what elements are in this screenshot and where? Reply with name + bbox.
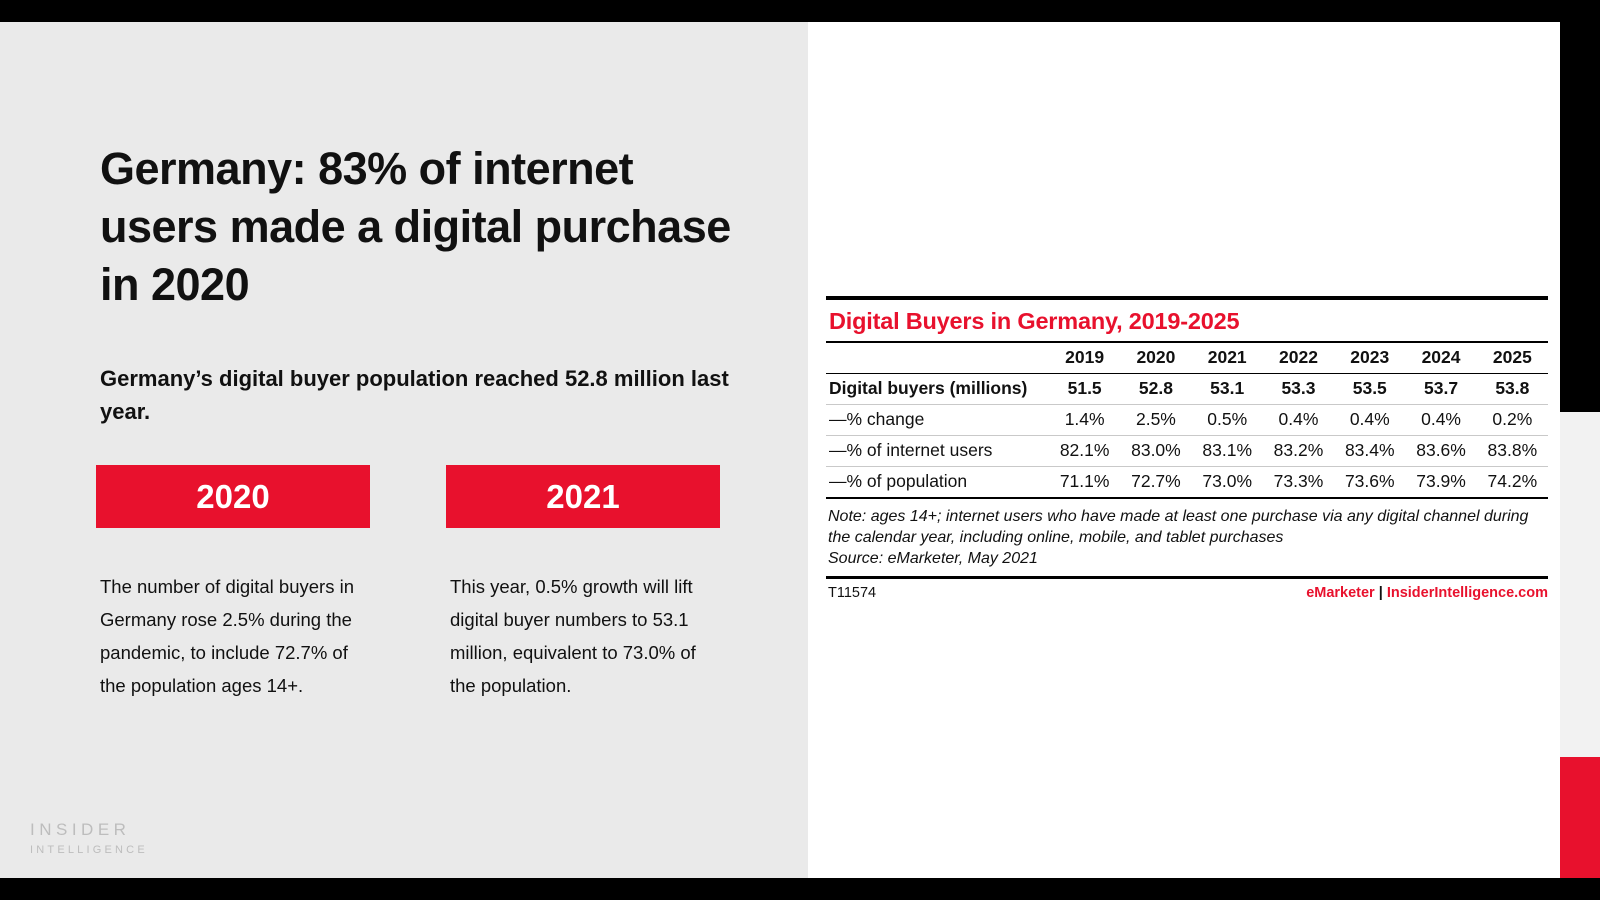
cell-pct-internet-users-2019: 82.1% (1049, 436, 1120, 467)
chart-card (826, 296, 1548, 601)
cell-pct-change-2025: 0.2% (1477, 405, 1548, 436)
table-body (826, 374, 1548, 499)
right-edge-strip-black (1560, 22, 1600, 412)
year-card-2020-label: 2020 (196, 478, 270, 515)
cell-pct-internet-users-2020: 83.0% (1120, 436, 1191, 467)
chart-bottom-rule (826, 576, 1548, 579)
cell-pct-population-2024: 73.9% (1405, 467, 1476, 499)
year-card-2021 (446, 465, 720, 528)
logo-line-2: INTELLIGENCE (30, 844, 148, 856)
table-corner-cell (826, 342, 1049, 374)
chart-note: Note: ages 14+; internet users who have made at least one purchase via any digital channel during the calendar year, including online, mobile, and tablet purchases (828, 508, 1529, 546)
column-header-2025: 2025 (1477, 342, 1548, 374)
cell-digital-buyers-2019: 51.5 (1049, 374, 1120, 405)
column-header-2023: 2023 (1334, 342, 1405, 374)
cell-digital-buyers-2024: 53.7 (1405, 374, 1476, 405)
bottom-black-bar (0, 878, 1600, 900)
cell-digital-buyers-2022: 53.3 (1263, 374, 1334, 405)
right-edge-strip-white (1560, 412, 1600, 757)
chart-footer-brand (1306, 585, 1548, 601)
table-header (826, 342, 1548, 374)
cell-pct-change-2019: 1.4% (1049, 405, 1120, 436)
cell-pct-population-2020: 72.7% (1120, 467, 1191, 499)
cell-pct-population-2023: 73.6% (1334, 467, 1405, 499)
table-row (826, 405, 1548, 436)
brand-emarketer: eMarketer (1306, 585, 1375, 601)
table-row (826, 436, 1548, 467)
table-row (826, 467, 1548, 499)
year-card-2020 (96, 465, 370, 528)
brand-site: InsiderIntelligence.com (1386, 585, 1548, 601)
cell-digital-buyers-2021: 53.1 (1192, 374, 1263, 405)
table-row (826, 374, 1548, 405)
column-header-2021: 2021 (1192, 342, 1263, 374)
brand-separator: | (1374, 585, 1387, 601)
cell-pct-internet-users-2021: 83.1% (1192, 436, 1263, 467)
cell-pct-population-2025: 74.2% (1477, 467, 1548, 499)
table-header-row (826, 342, 1548, 374)
cell-pct-change-2022: 0.4% (1263, 405, 1334, 436)
cell-pct-population-2022: 73.3% (1263, 467, 1334, 499)
column-header-2019: 2019 (1049, 342, 1120, 374)
chart-title: Digital Buyers in Germany, 2019-2025 (829, 308, 1240, 334)
top-black-bar (0, 0, 1600, 22)
cell-pct-change-2020: 2.5% (1120, 405, 1191, 436)
cell-pct-internet-users-2024: 83.6% (1405, 436, 1476, 467)
cell-pct-internet-users-2023: 83.4% (1334, 436, 1405, 467)
year-card-2021-label: 2021 (546, 478, 620, 515)
cell-pct-change-2021: 0.5% (1192, 405, 1263, 436)
subheadline: Germany’s digital buyer population reached 52.8 million last year. (100, 366, 729, 424)
chart-id: T11574 (828, 585, 877, 601)
cell-digital-buyers-2023: 53.5 (1334, 374, 1405, 405)
logo-line-1: INSIDER (30, 820, 131, 839)
year-card-2021-body: This year, 0.5% growth will lift digital buyer numbers to 53.1 million, equivalent to 73.0% of the population. (450, 576, 696, 696)
cell-digital-buyers-2025: 53.8 (1477, 374, 1548, 405)
chart-footer (826, 585, 1548, 601)
chart-top-rule (826, 296, 1548, 300)
row-label-pct-internet-users: —% of internet users (826, 436, 1049, 467)
row-label-pct-change: —% change (826, 405, 1049, 436)
cell-pct-internet-users-2025: 83.8% (1477, 436, 1548, 467)
cell-digital-buyers-2020: 52.8 (1120, 374, 1191, 405)
row-label-pct-population: —% of population (826, 467, 1049, 499)
digital-buyers-table (826, 341, 1548, 499)
cell-pct-internet-users-2022: 83.2% (1263, 436, 1334, 467)
year-card-2020-body: The number of digital buyers in Germany rose 2.5% during the pandemic, to include 72.7% of the population ages 14+. (100, 576, 354, 696)
column-header-2020: 2020 (1120, 342, 1191, 374)
insider-intelligence-logo (30, 820, 148, 856)
row-label-digital-buyers: Digital buyers (millions) (826, 374, 1049, 405)
right-edge-strip-red (1560, 757, 1600, 878)
column-header-2024: 2024 (1405, 342, 1476, 374)
cell-pct-change-2023: 0.4% (1334, 405, 1405, 436)
cell-pct-population-2019: 71.1% (1049, 467, 1120, 499)
column-header-2022: 2022 (1263, 342, 1334, 374)
chart-source: Source: eMarketer, May 2021 (828, 550, 1038, 567)
cell-pct-change-2024: 0.4% (1405, 405, 1476, 436)
cell-pct-population-2021: 73.0% (1192, 467, 1263, 499)
page-title: Germany: 83% of internet users made a digital purchase in 2020 (100, 143, 731, 311)
